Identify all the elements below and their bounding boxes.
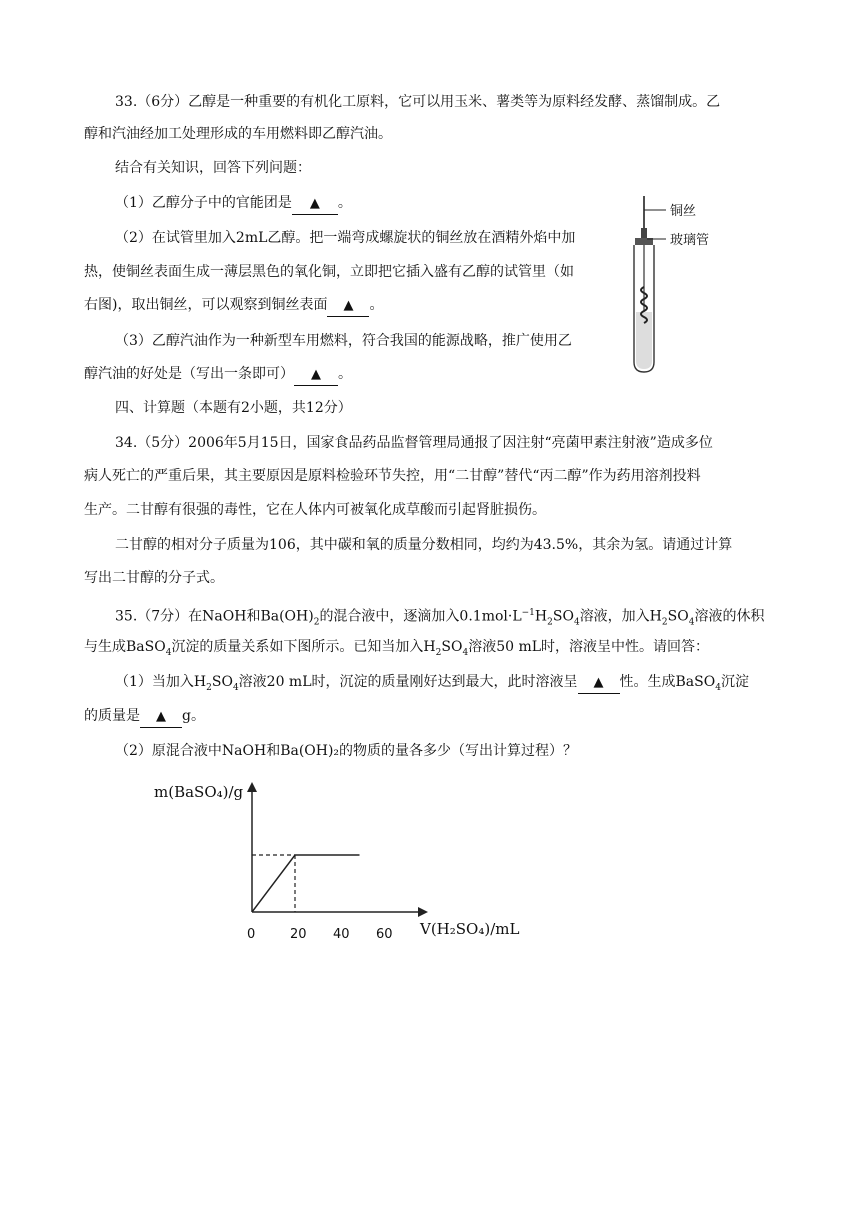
q33-sub3-line2: [84, 364, 352, 386]
label-glass-tube: 玻璃管: [670, 233, 710, 248]
answer-blank[interactable]: [578, 672, 620, 694]
q34-line-2: 病人死亡的严重后果，其主要原因是原料检验环节失控，用“二甘醇”替代“丙二醇”作为药用溶剂投料: [84, 468, 701, 484]
answer-blank[interactable]: [327, 295, 369, 317]
label-copper-wire: 铜丝: [670, 204, 697, 219]
x-tick-label: 40: [333, 927, 350, 942]
formula: SO: [441, 639, 463, 655]
q35-text: 与生成BaSO: [84, 639, 166, 655]
subscript: 2: [313, 617, 320, 628]
q33-sub3-end: 。: [338, 366, 352, 382]
subscript: 2: [661, 617, 668, 628]
q35-sub2: （2）原混合液中NaOH和Ba(OH)₂的物质的量各多少（写出计算过程）？: [115, 743, 578, 759]
q35-text: 沉淀: [720, 674, 749, 690]
q35-line-2: [84, 637, 709, 663]
test-tube-figure: [620, 192, 730, 377]
q33-sub2-line1: （2）在试管里加入2mL乙醇。把一端弯成螺旋状的铜丝放在酒精外焰中加: [115, 230, 576, 246]
y-axis-arrow: [247, 782, 257, 792]
q35-text: 性。生成BaSO: [619, 674, 716, 690]
superscript: −1: [521, 608, 535, 618]
q35-sub1-line1: [115, 672, 749, 698]
triangle-icon: ▲: [343, 298, 354, 313]
q33-line-2: 醇和汽油经加工处理形成的车用燃料即乙醇汽油。: [84, 126, 392, 142]
x-tick-label: 60: [376, 927, 393, 942]
q33-sub2-line2: 热，使铜丝表面生成一薄层黑色的氧化铜，立即把它插入盛有乙醇的试管里（如: [84, 264, 574, 280]
q33-sub2-end: 。: [369, 297, 384, 313]
q35-text: 沉淀的质量关系如下图所示。已知当加入H: [171, 639, 436, 655]
answer-blank[interactable]: [294, 364, 338, 386]
formula: SO: [211, 674, 233, 690]
q33-sub1-text: （1）乙醇分子中的官能团是: [115, 195, 292, 211]
subscript: 4: [688, 617, 695, 628]
q33-sub2-text: 右图)，取出铜丝，可以观察到铜丝表面: [84, 297, 328, 313]
triangle-icon: ▲: [593, 675, 604, 690]
chart-x-label: V(H₂SO₄)/mL: [420, 920, 520, 938]
q33-sub3-line1: （3）乙醇汽油作为一种新型车用燃料，符合我国的能源战略，推广使用乙: [115, 333, 572, 349]
subscript: 4: [462, 647, 469, 658]
q33-sub1: [115, 193, 352, 215]
q35-text: g。: [182, 708, 205, 724]
q33-instruction: 结合有关知识，回答下列问题：: [115, 160, 311, 176]
section-heading: 四、计算题（本题有2小题，共12分）: [115, 400, 352, 416]
q35-text: 溶液20 mL时，沉淀的质量刚好达到最大，此时溶液呈: [238, 674, 578, 690]
triangle-icon: ▲: [156, 709, 166, 724]
subscript: 4: [573, 617, 580, 628]
triangle-icon: ▲: [311, 367, 321, 382]
chart-y-label: m(BaSO₄)/g: [154, 783, 244, 801]
subscript: 2: [547, 617, 553, 628]
q35-text: 溶液的休积: [694, 608, 765, 625]
q35-text: 的混合液中，逐滴加入0.1mol·L: [319, 608, 522, 625]
answer-blank[interactable]: [292, 193, 338, 215]
q34-line-5: 写出二甘醇的分子式。: [84, 570, 224, 586]
x-axis-arrow: [418, 907, 428, 917]
x-tick-label: 0: [247, 927, 256, 942]
formula: SO: [667, 608, 689, 625]
subscript: 2: [206, 682, 212, 693]
subscript: 4: [715, 682, 721, 693]
q33-sub2-line3: [84, 295, 383, 317]
series-line: [252, 855, 360, 912]
formula: H: [534, 608, 548, 625]
q35-line-1: [115, 603, 764, 632]
subscript: 4: [232, 682, 239, 693]
q33-sub1-end: 。: [337, 195, 352, 211]
q33-line-1: 33.（6分）乙醇是一种重要的有机化工原料，它可以用玉米、薯类等为原料经发酵、蒸馏制成。乙: [115, 94, 721, 110]
q34-line-3: 生产。二甘醇有很强的毒性，它在人体内可被氧化成草酸而引起肾脏损伤。: [84, 502, 546, 518]
q33-sub3-text: 醇汽油的好处是（写出一条即可）: [84, 366, 294, 382]
q35-text: 35.（7分）在NaOH和Ba(OH): [115, 608, 314, 625]
formula: SO: [552, 608, 574, 625]
x-tick-label: 20: [290, 927, 307, 942]
q34-line-1: 34.（5分）2006年5月15日，国家食品药品监督管理局通报了因注射“亮菌甲素注射液”造成多位: [115, 435, 713, 451]
q35-text: 的质量是: [84, 708, 140, 724]
triangle-icon: ▲: [309, 196, 320, 211]
q35-text: 溶液，加入H: [579, 608, 662, 625]
q34-line-4: 二甘醇的相对分子质量为106，其中碳和氧的质量分数相同，均约为43.5%，其余为氢。请通过计算: [115, 537, 733, 553]
subscript: 2: [435, 647, 442, 658]
ethanol-liquid: [636, 312, 652, 369]
subscript: 4: [165, 647, 172, 658]
q35-text: 溶液50 mL时，溶液呈中性。请回答：: [468, 639, 710, 655]
q35-text: （1）当加入H: [115, 674, 207, 690]
q35-sub1-line2: [84, 706, 205, 728]
answer-blank[interactable]: [140, 706, 182, 728]
chart: [230, 780, 530, 930]
